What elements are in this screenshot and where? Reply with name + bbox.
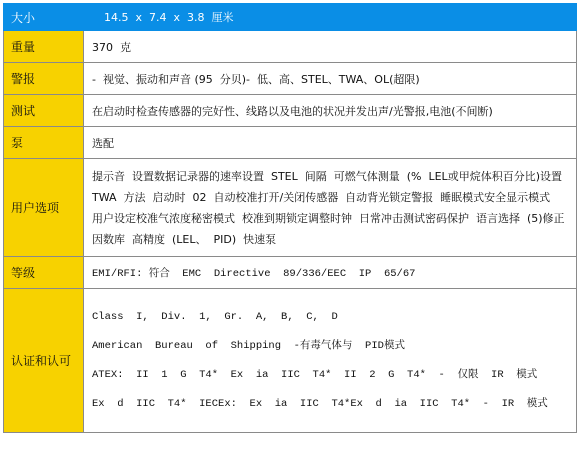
row-alarm — [4, 63, 577, 95]
row-weight — [4, 31, 577, 63]
row-certification — [4, 289, 577, 433]
row-value: EMI/RFI: 符合 EMC Directive 89/336/EEC IP 65/67 — [84, 257, 577, 289]
row-value: 提示音 设置数据记录器的速率设置 STEL 间隔 可燃气体测量 (% LEL或甲烷体积百分比)设置 TWA 方法 启动时 02 自动校准打开/关闭传感器 自动背光锁定警报 睡眠模式安全显示模式 用户设定校准气浓度秘密模式 校准到期锁定调整时钟 日常冲击测试密码保护 语言选择 (5)修正因数库 高精度 (LEL、 PID) 快速泵 — [84, 159, 577, 257]
certification-list — [84, 289, 577, 433]
row-label: 等级 — [4, 257, 84, 289]
row-test — [4, 95, 577, 127]
row-user-options — [4, 159, 577, 257]
row-label: 泵 — [4, 127, 84, 159]
row-value: 370 克 — [84, 31, 577, 63]
spec-table — [3, 3, 577, 433]
row-label: 测试 — [4, 95, 84, 127]
certification-line: Class I, Div. 1, Gr. A, B, C, D — [92, 310, 338, 323]
certification-line: Ex d IIC T4* IECEx: Ex ia IIC T4*Ex d ia IIC T4* - IR 模式 — [92, 397, 548, 410]
row-pump — [4, 127, 577, 159]
row-value: 14.5 x 7.4 x 3.8 厘米 — [84, 4, 577, 31]
certification-line: ATEX: II 1 G T4* Ex ia IIC T4* II 2 G T4* - 仅限 IR 模式 — [92, 368, 538, 381]
row-grade — [4, 257, 577, 289]
row-label: 用户选项 — [4, 159, 84, 257]
row-label: 大小 — [4, 4, 84, 31]
row-size — [4, 4, 577, 31]
row-label: 警报 — [4, 63, 84, 95]
row-value: - 视觉、振动和声音 (95 分贝)- 低、高、STEL、TWA、OL(超限) — [84, 63, 577, 95]
row-value: 在启动时检查传感器的完好性、线路以及电池的状况并发出声/光警报,电池(不间断) — [84, 95, 577, 127]
certification-line: American Bureau of Shipping -有毒气体与 PID模式 — [92, 339, 405, 352]
row-label: 认证和认可 — [4, 289, 84, 433]
row-label: 重量 — [4, 31, 84, 63]
row-value: 选配 — [84, 127, 577, 159]
